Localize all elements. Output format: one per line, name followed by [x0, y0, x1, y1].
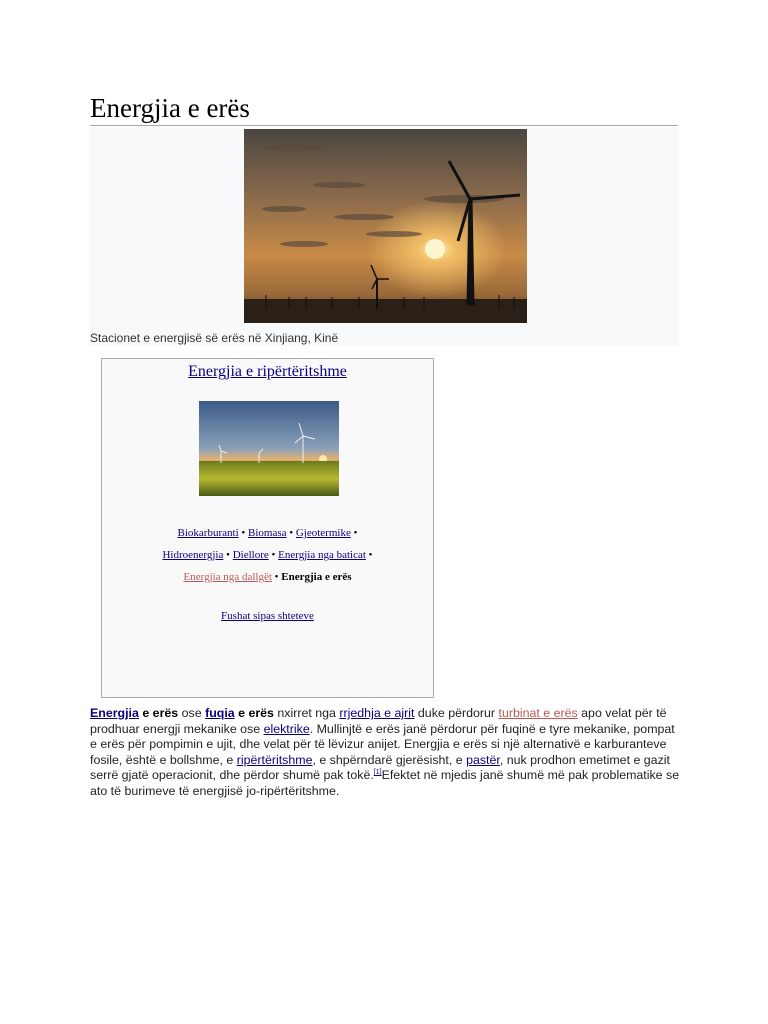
page-title: Energjia e erës [90, 93, 250, 123]
citation-link[interactable]: [1] [373, 768, 382, 776]
infobox-line-1 [102, 522, 433, 544]
link-paster[interactable]: pastër [466, 752, 500, 767]
title-divider [90, 125, 678, 126]
link-energjia-nga-dallget[interactable]: Energjia nga dallgët [183, 571, 272, 583]
bold-text: e erës [138, 706, 179, 720]
text-span: Efektet në mjedis janë shumë më pak problematike se ato të burimeve të energjisë jo-ripërtëritshme. [90, 768, 680, 798]
separator: • [241, 527, 246, 539]
separator: • [226, 549, 230, 561]
separator: • [271, 549, 276, 561]
infobox-footer [102, 609, 433, 623]
separator: • [274, 571, 279, 583]
text-span: apo velat për të prodhuar energji mekanike ose [90, 706, 667, 736]
text-span: duke përdorur [414, 706, 499, 720]
link-energjia-nga-baticat[interactable]: Energjia nga baticat [278, 549, 366, 561]
renewable-energy-infobox [101, 358, 434, 698]
wind-farm-sunset-photo[interactable] [244, 129, 527, 323]
link-biomasa[interactable]: Biomasa [248, 527, 287, 539]
link-fushat-sipas-shteteve[interactable]: Fushat sipas shteteve [221, 610, 314, 622]
link-biokarburanti[interactable]: Biokarburanti [177, 527, 239, 539]
link-gjeotermike[interactable]: Gjeotermike [295, 527, 351, 539]
link-rrjedhja-e-ajrit[interactable]: rrjedhja e ajrit [339, 706, 415, 720]
infobox-line-2 [102, 544, 433, 566]
link-fuqia[interactable]: fuqia [205, 706, 235, 720]
bold-text: e erës [234, 706, 274, 720]
current-page-label: Energjia e erës [281, 571, 352, 583]
text-span: nxirret nga [273, 706, 340, 720]
link-turbinat-e-eres[interactable]: turbinat e erës [498, 706, 578, 720]
separator: • [353, 527, 358, 539]
text-span: . Mullinjtë e erës janë përdorur për fuqinë e tyre mekanike, pompat e erës për pompimin e ujit, dhe velat për të lëvizur anijet. Energjia e erës si një alternativë e karburanteve fosile, është e bollshme, e [90, 721, 675, 767]
article-paragraph [90, 706, 680, 799]
figure-caption: Stacionet e energjisë së erës në Xinjiang, Kinë [90, 331, 339, 345]
link-elektrike[interactable]: elektrike [263, 721, 310, 736]
infobox-link-list [102, 522, 433, 588]
separator: • [289, 527, 294, 539]
text-span: ose [178, 706, 206, 720]
infobox-title-link[interactable]: Energjia e ripërtëritshme [188, 363, 347, 380]
link-hidroenergjia[interactable]: Hidroenergjia [162, 549, 224, 561]
wind-turbines-field-photo[interactable] [199, 401, 339, 496]
link-diellore[interactable]: Diellore [232, 549, 269, 561]
separator: • [368, 549, 373, 561]
infobox-line-3 [102, 566, 433, 588]
link-energjia[interactable]: Energjia [90, 706, 139, 720]
text-span: , nuk prodhon emetimet e gazit serrë gjatë operacionit, dhe përdor shumë pak tokë. [90, 752, 670, 782]
text-span: , e shpërndarë gjerësisht, e [312, 752, 467, 767]
link-ripertritshme[interactable]: ripërtëritshme [236, 752, 313, 767]
lead-figure [90, 127, 678, 346]
